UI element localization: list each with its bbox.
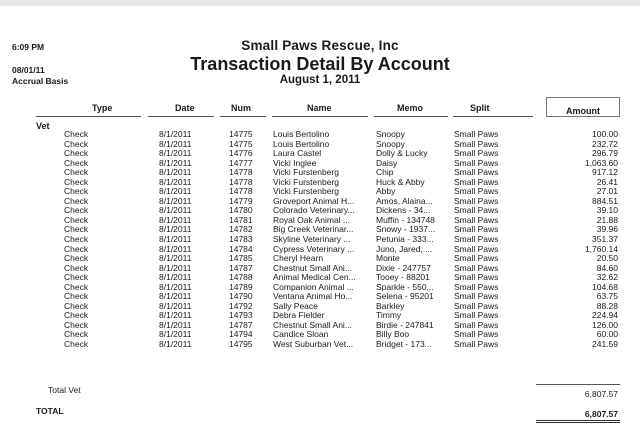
cell-num: 14790 (229, 291, 253, 302)
cell-memo: Billy Boo (376, 329, 410, 340)
cell-num: 14788 (229, 272, 253, 283)
cell-split: Small Paws (454, 272, 499, 283)
cell-name: Big Creek Veterinar... (273, 224, 354, 235)
cell-memo: Tooey - 88201 (376, 272, 430, 283)
grand-total-label: TOTAL (36, 406, 64, 416)
cell-num: 14778 (229, 167, 253, 178)
cell-num: 14795 (229, 339, 253, 350)
cell-amount: 126.00 (592, 319, 618, 330)
cell-split: Small Paws (454, 157, 499, 168)
cell-type: Check (64, 339, 89, 350)
cell-amount: 84.60 (596, 262, 618, 273)
report-title: Transaction Detail By Account (190, 54, 450, 74)
cell-num: 14778 (229, 176, 253, 187)
cell-memo: Timmy (376, 310, 402, 321)
cell-type: Check (64, 319, 89, 330)
cell-split: Small Paws (454, 291, 499, 302)
cell-num: 14787 (229, 319, 253, 330)
column-header-num: Num (231, 103, 251, 113)
transaction-list (0, 130, 640, 350)
cell-amount: 241.59 (592, 339, 618, 350)
cell-split: Small Paws (454, 310, 499, 321)
cell-type: Check (64, 281, 89, 292)
cell-date: 8/1/2011 (159, 243, 192, 254)
cell-name: West Suburban Vet... (273, 339, 354, 350)
cell-memo: Snoopy (376, 129, 405, 139)
cell-memo: Snowy - 1937... (376, 224, 436, 235)
cell-split: Small Paws (454, 339, 499, 350)
cell-num: 14781 (229, 214, 253, 225)
cell-split: Small Paws (454, 167, 499, 178)
report-date: August 1, 2011 (279, 74, 361, 86)
cell-amount: 39.10 (596, 205, 618, 216)
cell-type: Check (64, 138, 89, 149)
report-basis: Accrual Basis (12, 76, 69, 86)
cell-num: 14776 (229, 148, 253, 159)
cell-date: 8/1/2011 (159, 148, 192, 159)
cell-num: 14780 (229, 205, 253, 216)
cell-date: 8/1/2011 (159, 272, 192, 283)
cell-split: Small Paws (454, 186, 499, 197)
cell-name: Vicki Inglee (273, 157, 317, 168)
account-section-title: Vet (36, 121, 50, 131)
cell-memo: Huck & Abby (376, 176, 425, 187)
cell-num: 14784 (229, 243, 253, 254)
cell-amount: 351.37 (592, 234, 618, 245)
cell-amount: 917.12 (592, 167, 618, 178)
cell-split: Small Paws (454, 319, 499, 330)
cell-amount: 884.51 (592, 195, 618, 206)
cell-split: Small Paws (454, 176, 499, 187)
cell-num: 14777 (229, 157, 253, 168)
section-total-label: Total Vet (48, 385, 81, 395)
cell-date: 8/1/2011 (159, 329, 192, 340)
cell-date: 8/1/2011 (159, 129, 192, 139)
cell-type: Check (64, 253, 89, 264)
cell-num: 14794 (229, 329, 253, 340)
cell-date: 8/1/2011 (159, 281, 192, 292)
cell-type: Check (64, 262, 89, 273)
cell-amount: 224.94 (592, 310, 618, 321)
cell-name: Cypress Veterinary ... (273, 243, 355, 254)
cell-amount: 60.00 (596, 329, 618, 340)
column-header-date: Date (175, 103, 195, 113)
cell-amount: 21.88 (596, 214, 618, 225)
cell-name: Chestnut Small Ani... (273, 319, 352, 330)
cell-type: Check (64, 129, 89, 139)
report-time: 6:09 PM (12, 42, 45, 52)
cell-split: Small Paws (454, 205, 499, 216)
cell-type: Check (64, 148, 89, 159)
cell-name: Sally Peace (273, 300, 318, 311)
cell-memo: Muffin - 134748 (376, 214, 435, 225)
cell-name: Laura Castel (273, 148, 322, 159)
grand-total-amount: 6,807.57 (584, 409, 618, 419)
cell-date: 8/1/2011 (159, 262, 192, 273)
cell-amount: 88.28 (596, 300, 618, 311)
cell-type: Check (64, 176, 89, 187)
cell-type: Check (64, 291, 89, 302)
cell-amount: 26.41 (596, 176, 618, 187)
cell-date: 8/1/2011 (159, 195, 192, 206)
cell-split: Small Paws (454, 214, 499, 225)
cell-split: Small Paws (454, 281, 499, 292)
header-rule-name (272, 116, 368, 117)
cell-split: Small Paws (454, 329, 499, 340)
cell-memo: Barkley (376, 300, 405, 311)
cell-type: Check (64, 157, 89, 168)
cell-memo: Sparkle - 550... (376, 281, 434, 292)
header-rule-type (36, 116, 141, 117)
cell-memo: Dolly & Lucky (376, 148, 428, 159)
cell-memo: Selena - 95201 (376, 291, 434, 302)
cell-date: 8/1/2011 (159, 157, 192, 168)
cell-date: 8/1/2011 (159, 300, 192, 311)
cell-date: 8/1/2011 (159, 214, 192, 225)
cell-amount: 1,063.60 (584, 157, 618, 168)
cell-type: Check (64, 224, 89, 235)
column-header-name: Name (307, 103, 332, 113)
cell-num: 14775 (229, 129, 253, 139)
cell-date: 8/1/2011 (159, 167, 192, 178)
cell-memo: Abby (376, 186, 396, 197)
cell-split: Small Paws (454, 253, 499, 264)
cell-name: Louis Bertolino (273, 129, 330, 139)
cell-amount: 27.01 (596, 186, 618, 197)
cell-name: Ventana Animal Ho... (273, 291, 353, 302)
cell-date: 8/1/2011 (159, 186, 192, 197)
transaction-row (0, 149, 640, 159)
cell-type: Check (64, 310, 89, 321)
cell-name: Vicki Furstenberg (273, 167, 339, 178)
grand-total-rule-top (536, 420, 620, 421)
cell-num: 14779 (229, 195, 253, 206)
column-header-memo: Memo (397, 103, 424, 113)
cell-memo: Daisy (376, 157, 398, 168)
cell-amount: 32.62 (596, 272, 618, 283)
transaction-row (0, 340, 640, 350)
cell-name: Animal Medical Cen... (273, 272, 356, 283)
grand-total-rule-bottom (536, 422, 620, 423)
cell-type: Check (64, 272, 89, 283)
page-top-edge (0, 0, 640, 6)
cell-name: Vicki Furstenberg (273, 176, 339, 187)
cell-type: Check (64, 186, 89, 197)
cell-num: 14792 (229, 300, 253, 311)
cell-name: Companion Animal ... (273, 281, 354, 292)
cell-num: 14789 (229, 281, 253, 292)
cell-memo: Snoopy (376, 138, 405, 149)
cell-memo: Petunia - 333... (376, 234, 434, 245)
subtotal-rule (536, 384, 620, 385)
header-rule-memo (374, 116, 448, 117)
cell-name: Groveport Animal H... (273, 195, 355, 206)
cell-name: Louis Bertolino (273, 138, 330, 149)
cell-type: Check (64, 205, 89, 216)
cell-name: Royal Oak Animal ... (273, 214, 351, 225)
column-header-amount: Amount (566, 106, 600, 116)
cell-type: Check (64, 214, 89, 225)
cell-type: Check (64, 167, 89, 178)
cell-memo: Monte (376, 253, 400, 264)
cell-split: Small Paws (454, 234, 499, 245)
cell-num: 14782 (229, 224, 253, 235)
cell-amount: 296.79 (592, 148, 618, 159)
cell-name: Chestnut Small Ani... (273, 262, 352, 273)
cell-memo: Birdie - 247841 (376, 319, 434, 330)
cell-amount: 39.96 (596, 224, 618, 235)
cell-date: 8/1/2011 (159, 138, 192, 149)
cell-split: Small Paws (454, 300, 499, 311)
header-rule-split (453, 116, 533, 117)
cell-date: 8/1/2011 (159, 310, 192, 321)
cell-name: Colorado Veterinary... (273, 205, 355, 216)
cell-amount: 1,760.14 (584, 243, 618, 254)
cell-amount: 63.75 (596, 291, 618, 302)
cell-split: Small Paws (454, 148, 499, 159)
cell-num: 14793 (229, 310, 253, 321)
cell-amount: 104.68 (592, 281, 618, 292)
cell-name: Debra Fielder (273, 310, 325, 321)
company-name: Small Paws Rescue, Inc (241, 38, 399, 53)
cell-date: 8/1/2011 (159, 224, 192, 235)
cell-split: Small Paws (454, 243, 499, 254)
cell-type: Check (64, 243, 89, 254)
cell-memo: Dickens - 34... (376, 205, 431, 216)
section-total-amount: 6,807.57 (584, 389, 618, 399)
cell-memo: Juno, Jared, ... (376, 243, 433, 254)
cell-type: Check (64, 300, 89, 311)
cell-num: 14783 (229, 234, 253, 245)
cell-name: Vicki Furstenberg (273, 186, 339, 197)
report-print-date: 08/01/11 (12, 65, 45, 75)
cell-split: Small Paws (454, 195, 499, 206)
cell-date: 8/1/2011 (159, 205, 192, 216)
cell-split: Small Paws (454, 224, 499, 235)
cell-amount: 100.00 (592, 129, 618, 139)
header-rule-num (220, 116, 266, 117)
column-header-split: Split (470, 103, 490, 113)
cell-split: Small Paws (454, 262, 499, 273)
cell-type: Check (64, 329, 89, 340)
cell-date: 8/1/2011 (159, 291, 192, 302)
cell-split: Small Paws (454, 138, 499, 149)
cell-num: 14785 (229, 253, 253, 264)
cell-num: 14775 (229, 138, 253, 149)
cell-amount: 232.72 (592, 138, 618, 149)
cell-split: Small Paws (454, 129, 499, 139)
cell-memo: Chip (376, 167, 394, 178)
cell-date: 8/1/2011 (159, 339, 192, 350)
cell-amount: 20.50 (596, 253, 618, 264)
transaction-row (0, 292, 640, 302)
cell-memo: Bridget - 173... (376, 339, 432, 350)
column-header-type: Type (92, 103, 113, 113)
cell-date: 8/1/2011 (159, 234, 192, 245)
cell-name: Skyline Veterinary ... (273, 234, 351, 245)
cell-date: 8/1/2011 (159, 319, 192, 330)
cell-name: Candice Sloan (273, 329, 329, 340)
cell-memo: Amos, Alaina... (376, 195, 433, 206)
cell-name: Cheryl Hearn (273, 253, 324, 264)
cell-memo: Dixie - 247757 (376, 262, 431, 273)
cell-date: 8/1/2011 (159, 253, 192, 264)
header-rule-date (148, 116, 214, 117)
cell-num: 14787 (229, 262, 253, 273)
cell-num: 14778 (229, 186, 253, 197)
cell-type: Check (64, 195, 89, 206)
cell-type: Check (64, 234, 89, 245)
cell-date: 8/1/2011 (159, 176, 192, 187)
